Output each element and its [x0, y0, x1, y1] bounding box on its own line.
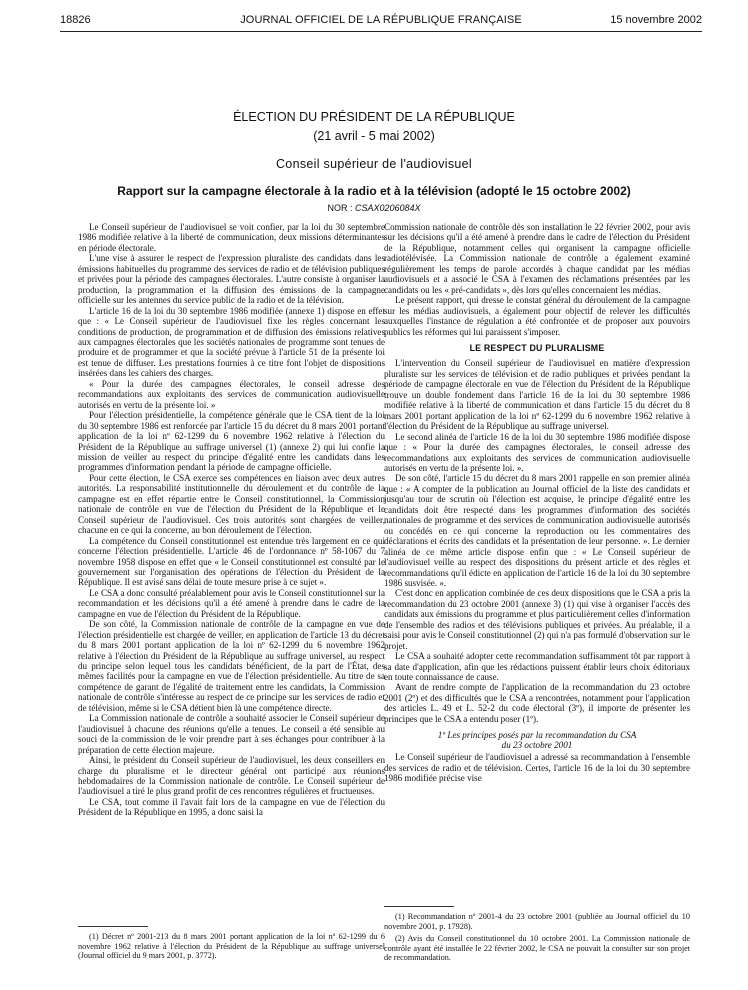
paragraph: La compétence du Conseil constitutionnel est entendue très largement en ce qui concerne l'élection présidentielle. L'article 46 de l'ordonnance nº 58-1067 du 7 novembre 1958 dispose en effet que « le Conseil constitutionnel est consulté par le gouvernement sur l'organisation des opérations de l'élection du Président de la République. Il est avisé sans délai de toute mesure prise à ce sujet ». — [78, 535, 385, 588]
nor-reference — [0, 203, 748, 213]
paragraph: De son côté, la Commission nationale de contrôle de la campagne en vue de l'élection présidentielle est chargée de veiller, en application de l'article 13 du décret du 8 mars 2001 portant application de la loi nº 62-1299 du 6 novembre 1962 relative à l'élection du Président de la République au suffrage universel, au respect du principe selon lequel tous les candidats bénéficient, de la part de l'État, des mêmes facilités pour la campagne en vue de l'élection présidentielle. Au titre de sa compétence de garant de l'égalité de traitement entre les candidats, la Commission nationale de contrôle s'intéresse au respect de ce principe sur les services de radio et de télévision, même si le CSA détient bien là une compétence directe. — [78, 619, 385, 713]
section-heading: LE RESPECT DU PLURALISME — [469, 342, 605, 353]
paragraph: L'intervention du Conseil supérieur de l'audiovisuel en matière d'expression pluraliste sur les services de télévision et de radio publiques et privées pendant la période de campagne électorale en vue de l'élection du Président de la République trouve un double fondement dans l'article 16 de la loi du 30 septembre 1986 modifiée relative à la liberté de communication et dans l'article 15 du décret du 8 mars 2001 portant application de la loi nº 62-1299 du 6 novembre 1962 relative à l'élection du Président de la République au suffrage universel. — [384, 358, 690, 432]
council-title: Conseil supérieur de l'audiovisuel — [275, 157, 473, 171]
report-title: Rapport sur la campagne électorale à la radio et à la télévision (adopté le 15 octobre 2002) — [117, 184, 631, 198]
issue-date: 15 novembre 2002 — [610, 14, 702, 26]
footnote: (1) Décret nº 2001-213 du 8 mars 2001 portant application de la loi nº 62-1299 du 6 novembre 1962 relative à l'élection du Président de la République au suffrage universel (Journal officiel du 9 mars 2001, p. 3772). — [78, 932, 385, 960]
paragraph: Pour l'élection présidentielle, la compétence générale que le CSA tient de la loi du 30 septembre 1986 est renforcée par l'article 15 du décret du 8 mars 2001 portant application de la loi nº 62-1299 du 6 novembre 1962 relative à l'élection du Président de la République au suffrage universel (1) (annexe 2) qui lui confie la mission de veiller au respect du principe d'égalité entre les candidats dans les programmes d'information pendant la période de campagne officielle. — [78, 410, 385, 473]
left-footnotes — [78, 922, 385, 964]
paragraph: Le CSA, tout comme il l'avait fait lors de la campagne en vue de l'élection du Président de la République en 1995, a donc saisi la — [78, 796, 385, 818]
election-title: ÉLECTION DU PRÉSIDENT DE LA RÉPUBLIQUE — [233, 110, 515, 124]
paragraph: « Pour la durée des campagnes électorales, le conseil adresse des recommandations aux exploitants des services de communication audiovisuelle autorisés en vertu de la présente loi. » — [78, 378, 385, 410]
paragraph: Le CSA a donc consulté préalablement pour avis le Conseil constitutionnel sur la recommandation et les décisions qu'il a été amené à prendre dans le cadre de la campagne en vue de l'élection du Président de la République. — [78, 587, 385, 619]
footnote: (1) Recommandation nº 2001-4 du 23 octobre 2001 (publiée au Journal officiel du 10 novembre 2001, p. 17928). — [384, 912, 690, 931]
paragraph: De son côté, l'article 15 du décret du 8 mars 2001 rappelle en son premier alinéa que : « A compter de la publication au Journal officiel de la liste des candidats et jusqu'au tour de scrutin où l'élection est acquise, le principe d'égalité entre les candidats doit être respecté dans les programmes d'information des sociétés nationales de programme et des services de communication audiovisuelle autorisés ou concédés en ce qui concerne la reproduction ou les commentaires des déclarations et écrits des candidats et la présentation de leur personne. ». Le dernier alinéa de ce même article dispose enfin que : « Le Conseil supérieur de l'audiovisuel veille au respect des dispositions du présent article et des règles et recommandations qu'il édicte en application de l'article 16 de la loi du 30 septembre 1986 susvisée. ». — [384, 473, 690, 588]
paragraph: Avant de rendre compte de l'application de la recommandation du 23 octobre 2001 (2º) et des difficultés que le CSA a rencontrées, notamment pour l'application des articles L. 49 et L. 52-2 du code électoral (3º), il importe de présenter les principes que le CSA a entendu poser (1º). — [384, 682, 690, 724]
paragraph: C'est donc en application combinée de ces deux dispositions que le CSA a pris la recommandation du 23 octobre 2001 (annexe 3) (1) qui vise à organiser l'accès des candidats aux émissions du programme et plus particulièrement celles d'information de l'ensemble des radios et des télévisions publiques et privées. Au préalable, il a saisi pour avis le Conseil constitutionnel (2) qui n'a pas formulé d'observation sur le projet. — [384, 588, 690, 651]
right-column — [384, 222, 690, 784]
journal-title: JOURNAL OFFICIEL DE LA RÉPUBLIQUE FRANÇAISE — [240, 14, 522, 26]
paragraph: La Commission nationale de contrôle a souhaité associer le Conseil supérieur de l'audiovisuel à chacune des réunions qu'elle a tenues. Le conseil a été sensible au souci de la commission de le voir prendre part à ses échanges pour contribuer à la préparation de cette élection majeure. — [78, 713, 385, 755]
footnote-rule — [78, 926, 148, 927]
paragraph: Ainsi, le président du Conseil supérieur de l'audiovisuel, les deux conseillers en charge du pluralisme et le directeur général ont participé aux réunions hebdomadaires de la Commission nationale de contrôle. Le Conseil supérieur de l'audiovisuel a tiré le plus grand profit de ces rencontres régulières et fructueuses. — [78, 755, 385, 797]
running-header — [60, 14, 702, 30]
paragraph: Le second alinéa de l'article 16 de la loi du 30 septembre 1986 modifiée dispose que : « Pour la durée des campagnes électorales, le conseil adresse des recommandations aux exploitants des services de communication audiovisuelle autorisés en vertu de la présente loi. ». — [384, 431, 690, 473]
nor-label: NOR : — [327, 203, 353, 213]
footnote-rule — [384, 906, 454, 907]
paragraph: Le Conseil supérieur de l'audiovisuel se voit confier, par la loi du 30 septembre 1986 modifiée relative à la liberté de communication, deux missions déterminantes en période électorale. — [78, 222, 385, 253]
page-number: 18826 — [60, 14, 91, 26]
subsection-heading-line-2: du 23 octobre 2001 — [501, 740, 573, 751]
paragraph: Le CSA a souhaité adopter cette recommandation suffisamment tôt par rapport à sa date d'application, afin que les rédactions puissent établir leurs choix éditoriaux en toute connaissance de cause. — [384, 651, 690, 683]
footnote: (2) Avis du Conseil constitutionnel du 10 octobre 2001. La Commission nationale de contrôle ayant été installée le 22 février 2002, le CSA ne pouvait la consulter sur son projet de recommandation. — [384, 934, 690, 962]
election-dates: (21 avril - 5 mai 2002) — [313, 129, 435, 143]
subsection-heading-line-1: 1º Les principes posés par la recommandation du CSA — [437, 730, 637, 741]
right-footnotes — [384, 902, 690, 966]
paragraph: Pour cette élection, le CSA exerce ses compétences en liaison avec deux autres autorités. La responsabilité institutionnelle du déroulement et du contrôle de la campagne est en effet répartie entre le Conseil constitutionnel, la Commission nationale de contrôle en vue de l'élection du Président de la République et le Conseil supérieur de l'audiovisuel. Ces trois autorités sont chargées de veiller, chacune en ce qui la concerne, au bon déroulement de l'élection. — [78, 472, 385, 536]
nor-code: CSAX0206084X — [354, 203, 421, 213]
paragraph: L'article 16 de la loi du 30 septembre 1986 modifiée (annexe 1) dispose en effet que : « Le Conseil supérieur de l'audiovisuel fixe les règles concernant les conditions de production, de programmation et de diffusion des émissions relatives aux campagnes électorales que les sociétés nationales de programme sont tenues de produire et de programmer et que la société prévue à l'article 51 de la présente loi est tenue de diffuser. Les prestations fournies à ce titre font l'objet de dispositions insérées dans les cahiers des charges. — [78, 305, 385, 379]
paragraph: Le présent rapport, qui dresse le constat général du déroulement de la campagne sur les médias audiovisuels, a également pour objectif de relever les difficultés auxquelles l'instance de régulation a été confrontée et de proposer aux pouvoirs publics les réformes qui lui paraissent s'imposer. — [384, 295, 690, 337]
subsection-heading — [384, 730, 690, 750]
paragraph: L'une vise à assurer le respect de l'expression pluraliste des candidats dans les émissions habituelles du programme des services de radio et de télévision publiques et privées pour la période des campagnes électorales. L'autre consiste à organiser la production, la programmation et la diffusion des émissions de la campagne officielle sur les antennes du service public de la radio et de la télévision. — [78, 253, 385, 306]
paragraph: Commission nationale de contrôle dès son installation le 22 février 2002, pour avis sur les décisions qu'il a été amené à prendre dans le cadre de l'élection du Président de la République, notamment celles qui organisent la campagne officielle radiotélévisée. La Commission nationale de contrôle a également examiné régulièrement les temps de parole accordés à chaque candidat par les médias audiovisuels et a associé le CSA à l'examen des réclamations présentées par les candidats ou les « pré-candidats », dès lors qu'elles concernaient les médias. — [384, 222, 690, 295]
header-rule — [60, 31, 702, 32]
left-column — [78, 222, 385, 818]
paragraph: Le Conseil supérieur de l'audiovisuel a adressé sa recommandation à l'ensemble des services de radio et de télévision. Certes, l'article 16 de la loi du 30 septembre 1986 modifiée précise vise — [384, 752, 690, 784]
